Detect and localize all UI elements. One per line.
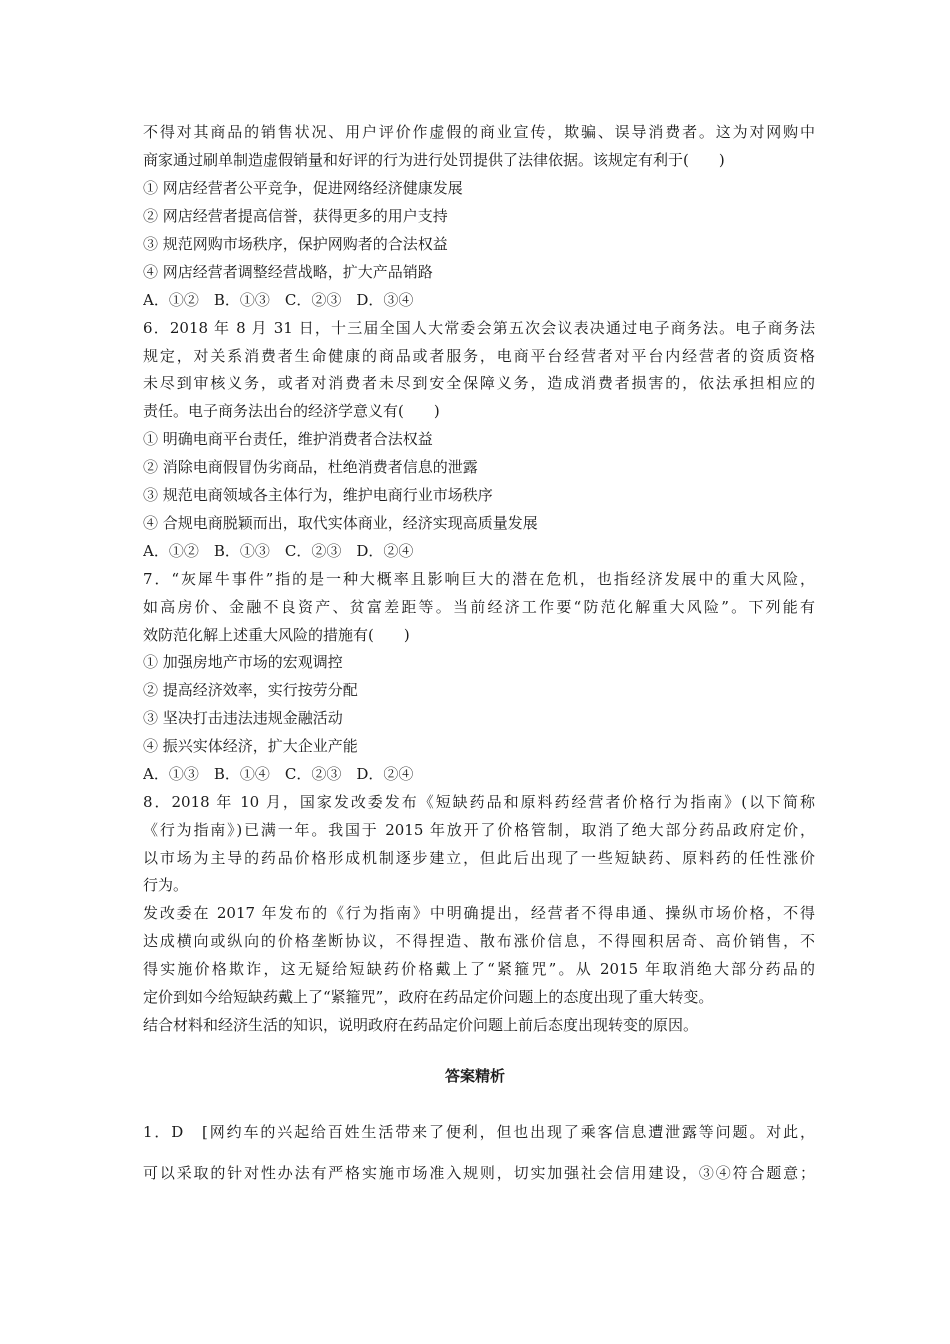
q8-para2-line-1: 发改委在 2017 年发布的《行为指南》中明确提出，经营者不得串通、操纵市场价格，不得 [143, 904, 815, 922]
q6-stem-line-1: 6．2018 年 8 月 31 日，十三届全国人大常委会第五次会议表决通过电子商务法。电子商务法 [143, 319, 815, 337]
q8-para2-line-4: 定价到如今给短缺药戴上了“紧箍咒”，政府在药品定价问题上的态度出现了重大转变。 [143, 988, 714, 1006]
q5-stem-line-2: 商家通过刷单制造虚假销量和好评的行为进行处罚提供了法律依据。该规定有利于( ) [143, 151, 725, 169]
q7-choices: A．①③ B．①④ C．②③ D．②④ [143, 765, 414, 783]
q6-stem-line-3: 未尽到审核义务，或者对消费者未尽到安全保障义务，造成消费者损害的，依法承担相应的 [143, 374, 815, 392]
q7-option-2: ② 提高经济效率，实行按劳分配 [143, 681, 358, 699]
q7-option-4: ④ 振兴实体经济，扩大企业产能 [143, 737, 358, 755]
q8-para1-line-2: 《行为指南》)已满一年。我国于 2015 年放开了价格管制，取消了绝大部分药品政府定价， [143, 821, 815, 839]
q7-stem-line-1: 7．“灰犀牛事件”指的是一种大概率且影响巨大的潜在危机，也指经济发展中的重大风险， [143, 570, 815, 588]
q6-stem-line-4: 责任。电子商务法出台的经济学意义有( ) [143, 402, 440, 420]
q8-para1-line-1: 8．2018 年 10 月，国家发改委发布《短缺药品和原料药经营者价格行为指南》(以下简称 [143, 793, 815, 811]
q7-stem-line-2: 如高房价、金融不良资产、贫富差距等。当前经济工作要“防范化解重大风险”。下列能有 [143, 598, 815, 616]
q8-para2-line-3: 得实施价格欺诈，这无疑给短缺药价格戴上了“紧箍咒”。从 2015 年取消绝大部分药品的 [143, 960, 815, 978]
q6-option-3: ③ 规范电商领域各主体行为，维护电商行业市场秩序 [143, 486, 493, 504]
answer-line-2: 可以采取的针对性办法有严格实施市场准入规则，切实加强社会信用建设，③④符合题意； [143, 1164, 815, 1182]
q5-option-4: ④ 网店经营者调整经营战略，扩大产品销路 [143, 263, 433, 281]
answer-line-1: 1．D [网约车的兴起给百姓生活带来了便利，但也出现了乘客信息遭泄露等问题。对此， [143, 1123, 815, 1141]
q5-option-1: ① 网店经营者公平竞争，促进网络经济健康发展 [143, 179, 463, 197]
q8-para2-line-2: 达成横向或纵向的价格垄断协议，不得捏造、散布涨价信息，不得囤积居奇、高价销售，不 [143, 932, 815, 950]
q5-choices: A．①② B．①③ C．②③ D．③④ [143, 291, 414, 309]
q7-option-3: ③ 坚决打击违法违规金融活动 [143, 709, 343, 727]
q6-choices: A．①② B．①③ C．②③ D．②④ [143, 542, 414, 560]
q7-option-1: ① 加强房地产市场的宏观调控 [143, 653, 343, 671]
q6-option-2: ② 消除电商假冒伪劣商品，杜绝消费者信息的泄露 [143, 458, 478, 476]
q5-stem-line-1: 不得对其商品的销售状况、用户评价作虚假的商业宣传，欺骗、误导消费者。这为对网购中 [143, 123, 815, 141]
q6-option-4: ④ 合规电商脱颖而出，取代实体商业，经济实现高质量发展 [143, 514, 538, 532]
q8-question: 结合材料和经济生活的知识，说明政府在药品定价问题上前后态度出现转变的原因。 [143, 1016, 699, 1034]
q6-stem-line-2: 规定，对关系消费者生命健康的商品或者服务，电商平台经营者对平台内经营者的资质资格 [143, 347, 815, 365]
q8-para1-line-4: 行为。 [143, 876, 189, 894]
q5-option-2: ② 网店经营者提高信誉，获得更多的用户支持 [143, 207, 448, 225]
answers-title: 答案精析 [444, 1067, 505, 1085]
q5-option-3: ③ 规范网购市场秩序，保护网购者的合法权益 [143, 235, 448, 253]
q7-stem-line-3: 效防范化解上述重大风险的措施有( ) [143, 626, 410, 644]
q6-option-1: ① 明确电商平台责任，维护消费者合法权益 [143, 430, 433, 448]
q8-para1-line-3: 以市场为主导的药品价格形成机制逐步建立，但此后出现了一些短缺药、原料药的任性涨价 [143, 849, 815, 867]
